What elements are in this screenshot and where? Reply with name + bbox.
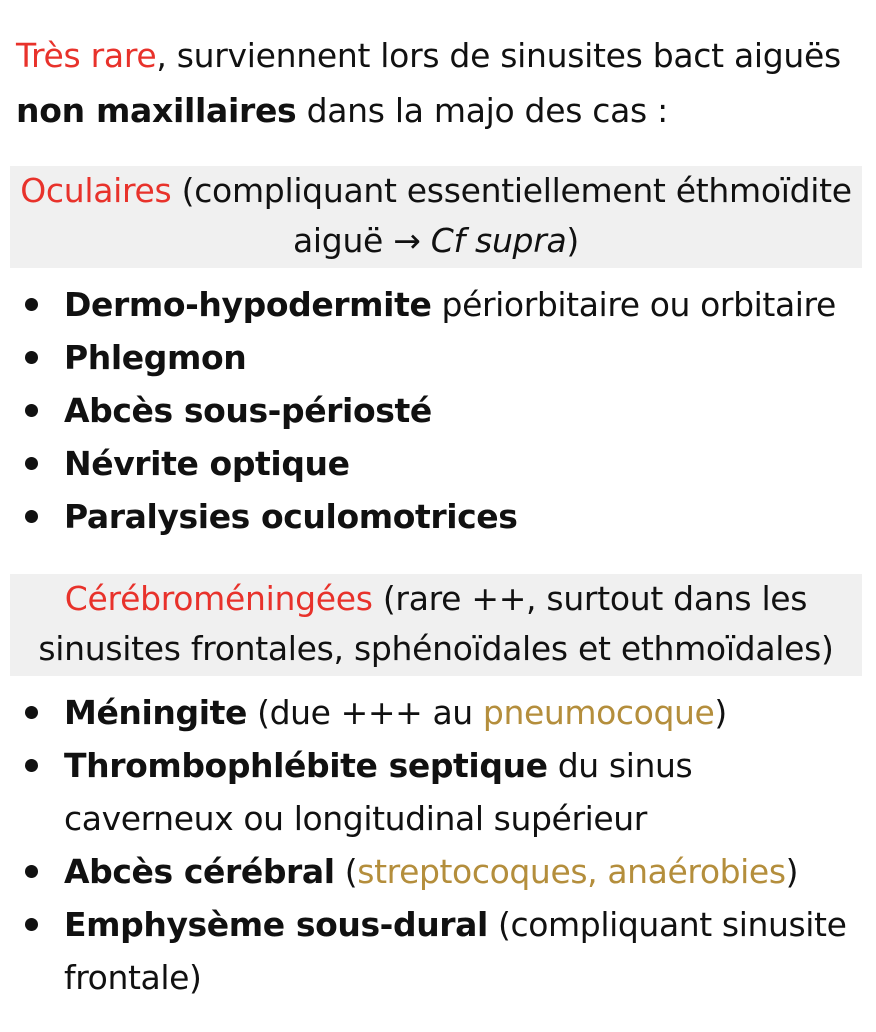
list-item (0, 686, 866, 739)
list-item-text: ( (334, 852, 358, 891)
list-item-bold: Abcès sous-périosté (64, 391, 432, 430)
list-item-bold: Thrombophlébite septique (64, 746, 548, 785)
list-item-text: périorbitaire ou orbitaire (431, 285, 836, 324)
list-item-text: du sinus caverneux ou longitudinal supérieur (64, 746, 693, 838)
intro-text-2: dans la majo des cas : (296, 91, 668, 130)
list-item-text: (due +++ au (247, 693, 483, 732)
list-item (0, 437, 866, 490)
list-item (0, 384, 866, 437)
ocular-header-close: ) (566, 221, 579, 260)
ocular-header-text: (compliquant essentiellement éthmoïdite aiguë → (171, 171, 852, 260)
ocular-header-italic: Cf supra (430, 221, 567, 260)
list-item-bold: Dermo-hypodermite (64, 285, 432, 324)
list-item-text: (compliquant sinusite frontale) (64, 905, 847, 997)
cerebro-list (0, 686, 866, 1004)
list-item-bold: Méningite (64, 693, 248, 732)
ocular-header-red: Oculaires (20, 171, 172, 210)
cerebro-header-red: Cérébroméningées (64, 579, 373, 618)
list-item-gold-text: pneumocoque (482, 693, 715, 732)
intro-text-1: , surviennent lors de sinusites bact aiguës (156, 36, 841, 75)
list-item (0, 278, 866, 331)
list-item (0, 898, 866, 1004)
list-item-close: ) (714, 693, 727, 732)
list-item (0, 845, 866, 898)
intro-bold-text: non maxillaires (16, 91, 297, 130)
cerebro-header-text: (rare ++, surtout dans les sinusites frontales, sphénoïdales et ethmoïdales) (38, 579, 834, 668)
list-item-bold: Paralysies oculomotrices (64, 497, 518, 536)
list-item-close: ) (785, 852, 799, 891)
list-item-bold: Phlegmon (64, 338, 247, 377)
intro-red-text: Très rare (16, 36, 157, 75)
list-item-gold-text: streptocoques, anaérobies (357, 852, 786, 891)
list-item-bold: Abcès cérébral (64, 852, 335, 891)
list-item (0, 331, 866, 384)
intro-paragraph (16, 28, 866, 138)
cerebro-header-box (10, 574, 862, 676)
list-item-bold: Emphysème sous-dural (64, 905, 488, 944)
ocular-header-box (10, 166, 862, 268)
list-item (0, 490, 866, 543)
ocular-list (0, 278, 866, 543)
list-item-bold: Névrite optique (64, 444, 350, 483)
list-item (0, 739, 866, 845)
